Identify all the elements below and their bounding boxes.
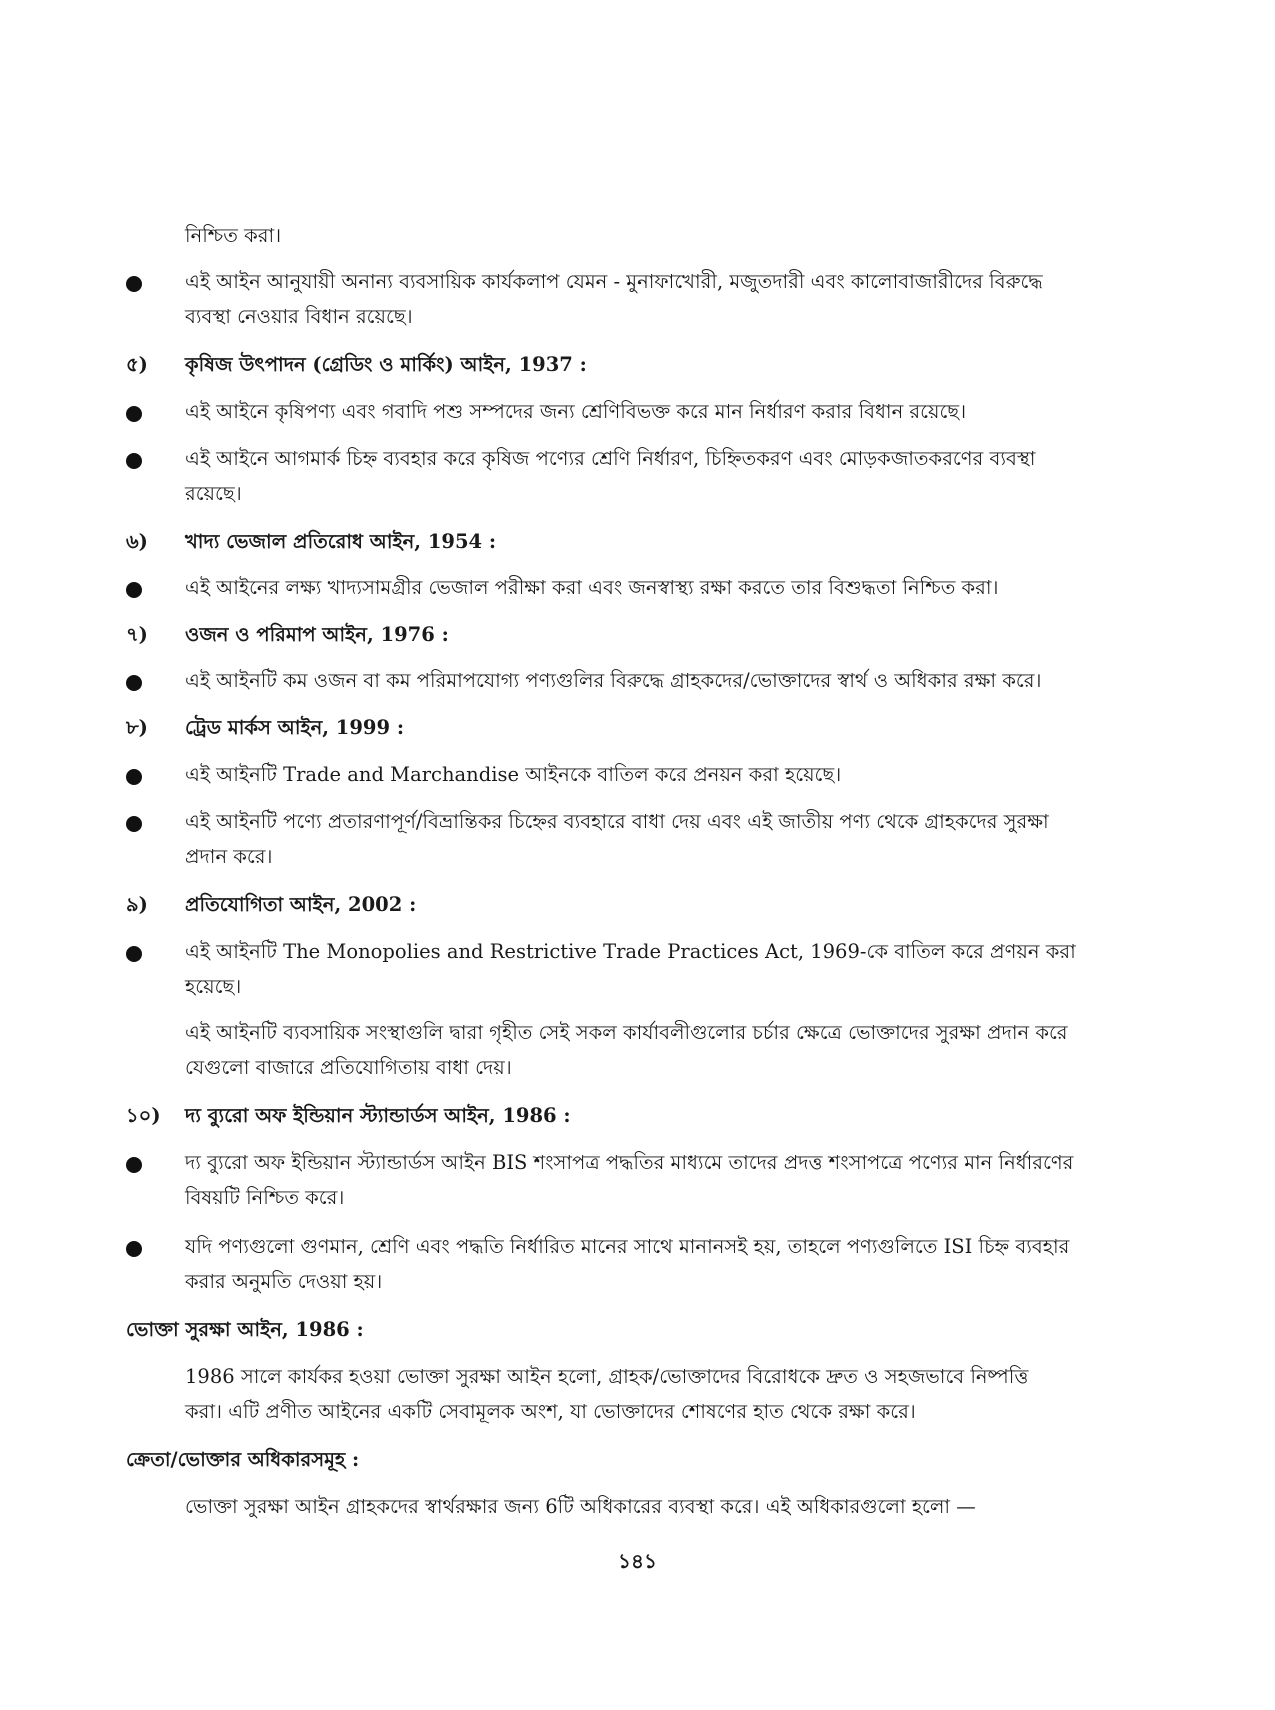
bullet-text: এই আইনটি The Monopolies and Restrictive Trade Practices Act, 1969-কে বাতিল করে প্রণয়ন করা — [185, 940, 1076, 963]
bullet-text: এই আইনে আগমার্ক চিহ্ন ব্যবহার করে কৃষিজ পণ্যের শ্রেণি নির্ধারণ, চিহ্নিতকরণ এবং মোড়কজাতকরণের ব্যবস্থা — [185, 447, 1036, 470]
bullet-text: এই আইন আনুযায়ী অনান্য ব্যবসায়িক কার্যকলাপ যেমন - মুনাফাখোরী, মজুতদারী এবং কালোবাজারীদের বিরুদ্ধে — [185, 270, 1043, 293]
paragraph-line: এই আইনটি ব্যবসায়িক সংস্থাগুলি দ্বারা গৃহীত সেই সকল কার্যাবলীগুলোর চর্চার ক্ষেত্রে ভোক্তাদের সুরক্ষা প্রদান করে — [185, 1021, 1068, 1044]
section-heading: প্রতিযোগিতা আইন, 2002 : — [185, 893, 417, 916]
bullet-text: এই আইনে কৃষিপণ্য এবং গবাদি পশু সম্পদের জন্য শ্রেণিবিভক্ত করে মান নির্ধারণ করার বিধান রয়েছে। — [185, 400, 967, 423]
bullet-icon — [126, 946, 142, 962]
paragraph-line: করা। এটি প্রণীত আইনের একটি সেবামূলক অংশ, যা ভোক্তাদের শোষণের হাত থেকে রক্ষা করে। — [185, 1400, 916, 1423]
bullet-icon — [126, 1157, 142, 1173]
section-heading: দ্য ব্যুরো অফ ইন্ডিয়ান স্ট্যান্ডার্ডস আইন, 1986 : — [185, 1104, 571, 1127]
bullet-icon — [126, 406, 142, 422]
paragraph-line: 1986 সালে কার্যকর হওয়া ভোক্তা সুরক্ষা আইন হলো, গ্রাহক/ভোক্তাদের বিরোধকে দ্রুত ও সহজভাবে নিষ্পত্তি — [185, 1365, 1029, 1388]
side-heading: ভোক্তা সুরক্ষা আইন, 1986 : — [126, 1318, 364, 1341]
heading-number: ৭) — [126, 623, 148, 646]
bullet-icon — [126, 1241, 142, 1257]
heading-number: ৬) — [126, 530, 148, 553]
bullet-text: এই আইনের লক্ষ্য খাদ্যসামগ্রীর ভেজাল পরীক্ষা করা এবং জনস্বাস্থ্য রক্ষা করতে তার বিশুদ্ধতা নিশ্চিত করা। — [185, 576, 999, 599]
bullet-text-cont: ব্যবস্থা নেওয়ার বিধান রয়েছে। — [185, 305, 413, 328]
side-heading: ক্রেতা/ভোক্তার অধিকারসমূহ : — [126, 1448, 360, 1471]
bullet-text-cont: হয়েছে। — [185, 975, 242, 998]
paragraph-line: ভোক্তা সুরক্ষা আইন গ্রাহকদের স্বার্থরক্ষার জন্য 6টি অধিকারের ব্যবস্থা করে। এই অধিকারগুলো হলো — — [185, 1495, 976, 1518]
bullet-text-cont: বিষয়টি নিশ্চিত করে। — [185, 1186, 345, 1209]
bullet-text-cont: রয়েছে। — [185, 482, 242, 505]
paragraph-line: নিশ্চিত করা। — [185, 224, 282, 247]
bullet-text: এই আইনটি কম ওজন বা কম পরিমাপযোগ্য পণ্যগুলির বিরুদ্ধে গ্রাহকদের/ভোক্তাদের স্বার্থ ও অধিকার রক্ষা করে। — [185, 669, 1042, 692]
bullet-icon — [126, 769, 142, 785]
heading-number: ১০) — [126, 1104, 161, 1127]
paragraph-line: যেগুলো বাজারে প্রতিযোগিতায় বাধা দেয়। — [185, 1056, 512, 1079]
bullet-text-cont: করার অনুমতি দেওয়া হয়। — [185, 1270, 383, 1293]
bullet-icon — [126, 675, 142, 691]
bullet-icon — [126, 453, 142, 469]
bullet-text: এই আইনটি Trade and Marchandise আইনকে বাতিল করে প্রনয়ন করা হয়েছে। — [185, 763, 842, 786]
bullet-text-cont: প্রদান করে। — [185, 845, 273, 868]
page-number: ১৪১ — [618, 1549, 657, 1573]
bullet-text: দ্য ব্যুরো অফ ইন্ডিয়ান স্ট্যান্ডার্ডস আইন BIS শংসাপত্র পদ্ধতির মাধ্যমে তাদের প্রদত্ত শংসাপত্রে পণ্যের মান নির্ধারণের — [185, 1151, 1074, 1174]
section-heading: খাদ্য ভেজাল প্রতিরোধ আইন, 1954 : — [185, 530, 497, 553]
heading-number: ৯) — [126, 893, 148, 916]
bullet-icon — [126, 276, 142, 292]
heading-number: ৫) — [126, 353, 148, 376]
bullet-text: যদি পণ্যগুলো গুণমান, শ্রেণি এবং পদ্ধতি নির্ধারিত মানের সাথে মানানসই হয়, তাহলে পণ্যগুলিতে ISI চিহ্ন ব্যবহার — [185, 1235, 1070, 1258]
section-heading: কৃষিজ উৎপাদন (গ্রেডিং ও মার্কিং) আইন, 1937 : — [185, 353, 587, 376]
heading-number: ৮) — [126, 716, 148, 739]
bullet-icon — [126, 816, 142, 832]
section-heading: ট্রেড মার্কস আইন, 1999 : — [185, 716, 405, 739]
bullet-text: এই আইনটি পণ্যে প্রতারণাপূর্ণ/বিভ্রান্তিকর চিহ্নের ব্যবহারে বাধা দেয় এবং এই জাতীয় পণ্য থেকে গ্রাহকদের সুরক্ষা — [185, 810, 1049, 833]
section-heading: ওজন ও পরিমাপ আইন, 1976 : — [185, 623, 449, 646]
bullet-icon — [126, 582, 142, 598]
